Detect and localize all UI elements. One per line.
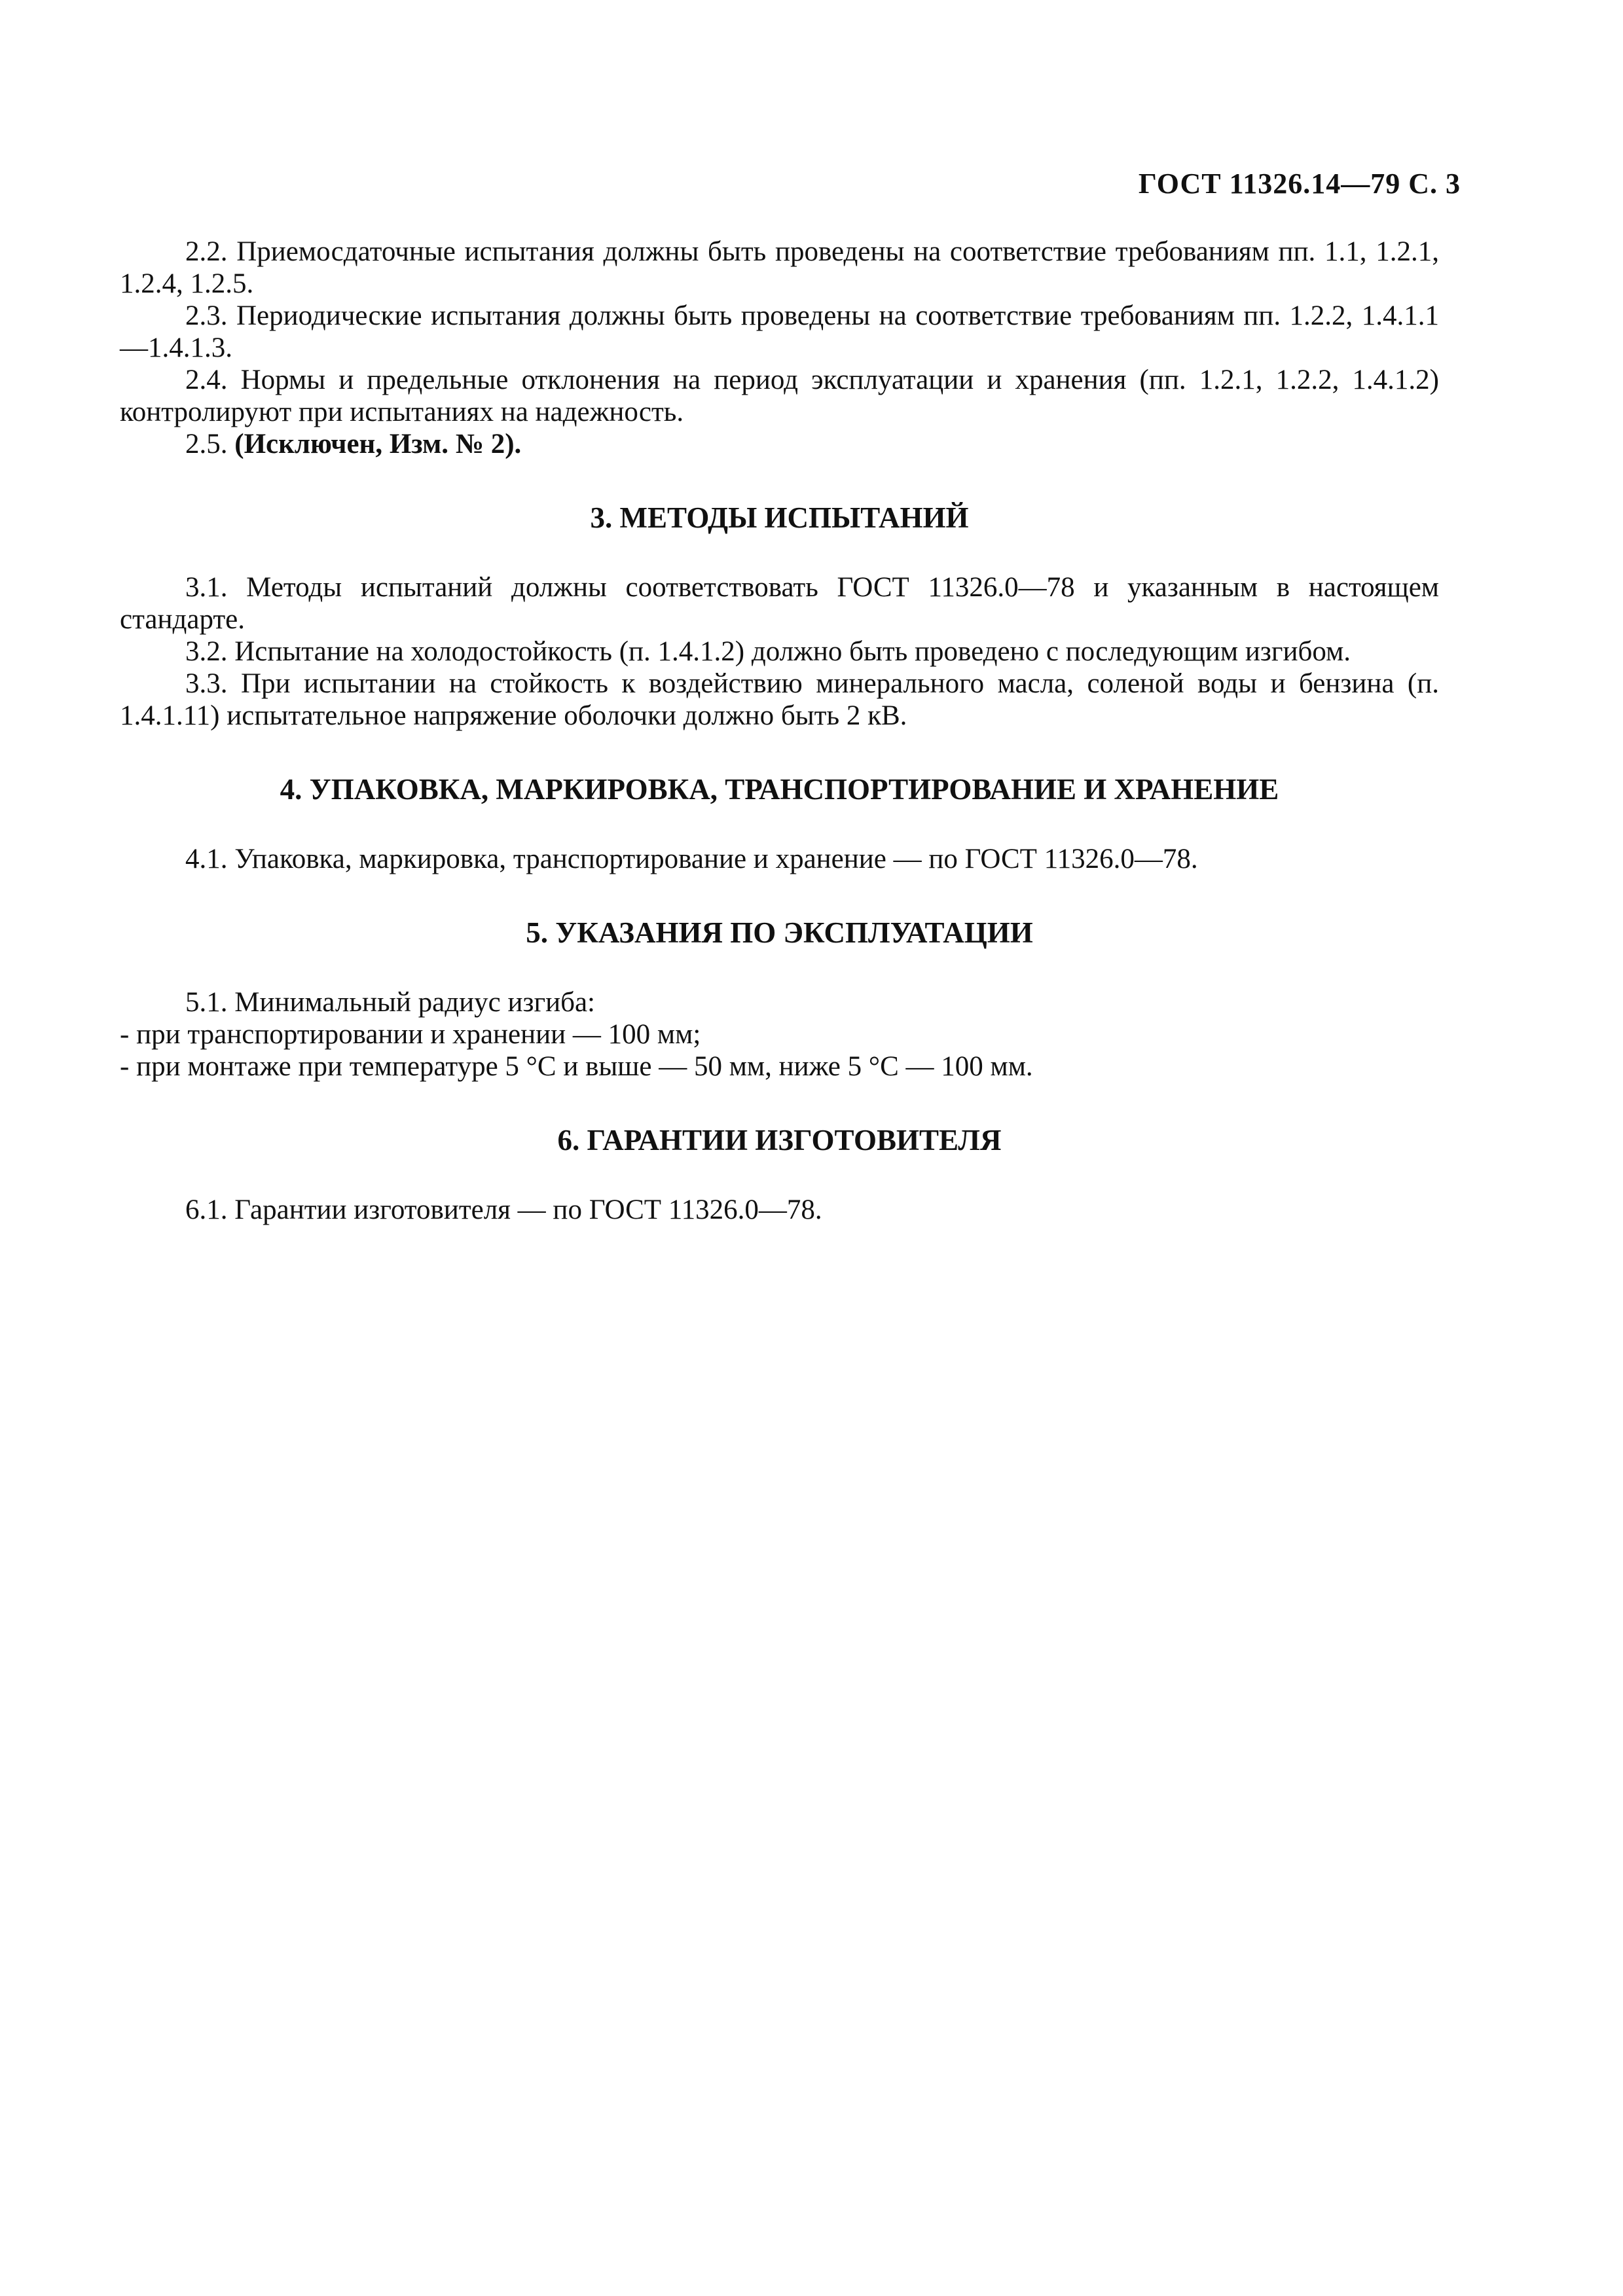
section-5-heading: 5. УКАЗАНИЯ ПО ЭКСПЛУАТАЦИИ	[526, 916, 1033, 949]
section-4-heading: 4. УПАКОВКА, МАРКИРОВКА, ТРАНСПОРТИРОВАНИЕ И ХРАНЕНИЕ	[280, 773, 1279, 806]
paragraph-2-4: 2.4. Нормы и предельные отклонения на период эксплуатации и хранения (пп. 1.2.1, 1.2.2, 1.4.1.2) контролируют при испытаниях на надежность.	[120, 365, 1439, 427]
section-3-heading: 3. МЕТОДЫ ИСПЫТАНИЙ	[590, 501, 969, 534]
paragraph-6-1: 6.1. Гарантии изготовителя — по ГОСТ 11326.0—78.	[185, 1194, 822, 1225]
paragraph-3-3: 3.3. При испытании на стойкость к воздействию минерального масла, соленой воды и бензина (п. 1.4.1.11) испытательное напряжение оболочки должно быть 2 кВ.	[120, 668, 1439, 731]
paragraph-3-1: 3.1. Методы испытаний должны соответствовать ГОСТ 11326.0—78 и указанным в настоящем стандарте.	[120, 572, 1439, 635]
section-6-heading: 6. ГАРАНТИИ ИЗГОТОВИТЕЛЯ	[557, 1124, 1002, 1157]
paragraph-2-5-note: (Исключен, Изм. № 2).	[234, 429, 522, 459]
paragraph-2-3: 2.3. Периодические испытания должны быть проведены на соответствие требованиям пп. 1.2.2, 1.4.1.1—1.4.1.3.	[120, 300, 1439, 363]
paragraph-2-5-number: 2.5.	[185, 429, 228, 459]
paragraph-2-2: 2.2. Приемосдаточные испытания должны быть проведены на соответствие требованиям пп. 1.1, 1.2.1, 1.2.4, 1.2.5.	[120, 236, 1439, 299]
document-body	[120, 236, 1439, 1226]
list-item-transport: - при транспортировании и хранении — 100 мм;	[120, 1019, 701, 1050]
list-item-mounting: - при монтаже при температуре 5 °С и выше — 50 мм, ниже 5 °С — 100 мм.	[120, 1051, 1033, 1082]
paragraph-2-5	[120, 428, 1439, 460]
paragraph-5-1: 5.1. Минимальный радиус изгиба:	[185, 987, 595, 1018]
paragraph-4-1: 4.1. Упаковка, маркировка, транспортирование и хранение — по ГОСТ 11326.0—78.	[185, 844, 1198, 874]
page-header: ГОСТ 11326.14—79 С. 3	[1138, 168, 1461, 200]
paragraph-3-2: 3.2. Испытание на холодостойкость (п. 1.4.1.2) должно быть проведено с последующим изгибом.	[185, 636, 1351, 667]
